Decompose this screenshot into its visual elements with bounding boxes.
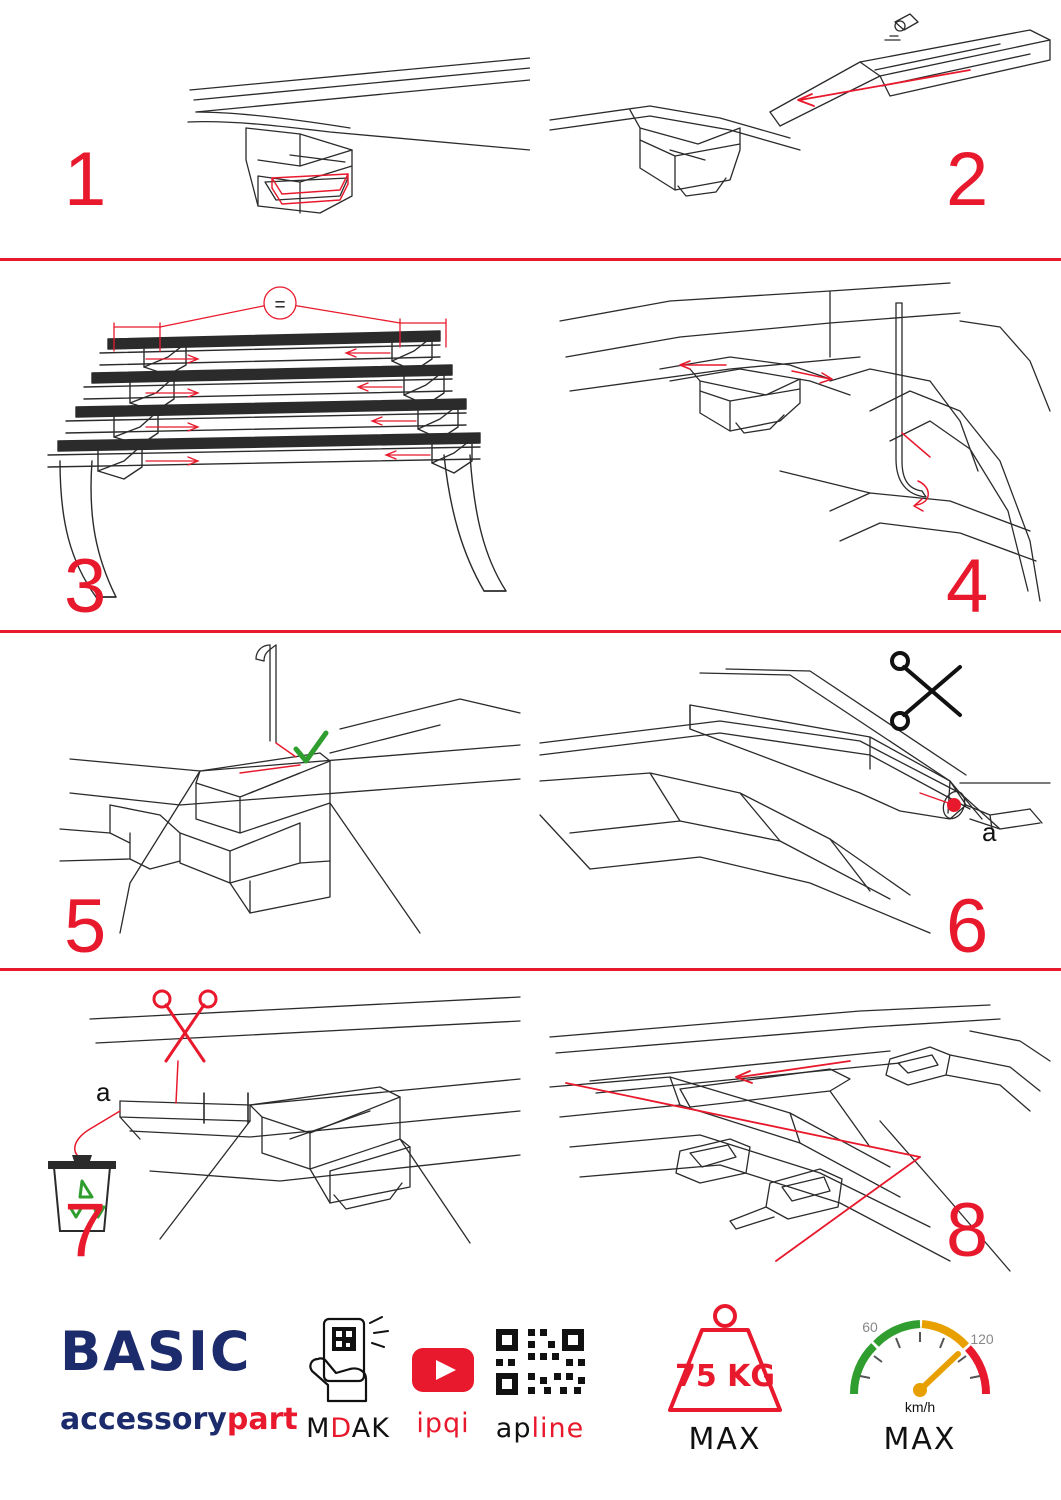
max-weight-block bbox=[640, 1302, 810, 1457]
step-panel-2 bbox=[530, 0, 1061, 258]
step-panel-3 bbox=[0, 261, 530, 630]
step-panel-7 bbox=[0, 971, 530, 1290]
step-panel-6 bbox=[530, 633, 1061, 968]
youtube-play-icon bbox=[398, 1340, 488, 1402]
brand-subtitle bbox=[60, 1402, 298, 1437]
step-number-8: 8 bbox=[946, 1188, 988, 1273]
max-weight-caption: MAX bbox=[688, 1422, 762, 1457]
step-number-3: 3 bbox=[64, 544, 106, 629]
step-number-4: 4 bbox=[946, 544, 988, 629]
check-mark-icon bbox=[296, 733, 326, 761]
logo-ipqi-caption: ipqi bbox=[416, 1408, 470, 1439]
speed-tick-low: 60 bbox=[862, 1319, 878, 1335]
logo-mdak[interactable] bbox=[288, 1315, 408, 1444]
scissors-icon bbox=[892, 653, 960, 729]
step-panel-4 bbox=[530, 261, 1061, 630]
step-number-2: 2 bbox=[946, 137, 988, 222]
step-number-7: 7 bbox=[64, 1188, 106, 1273]
apline-left: ap bbox=[495, 1413, 532, 1444]
logo-apline[interactable] bbox=[478, 1315, 602, 1444]
mdak-left: M bbox=[306, 1413, 331, 1444]
qr-code-icon bbox=[478, 1315, 602, 1407]
step-panel-8 bbox=[530, 971, 1061, 1290]
part-label-a-step7: a bbox=[96, 1077, 111, 1107]
brand-name: BASIC bbox=[60, 1320, 252, 1383]
step-number-5: 5 bbox=[64, 884, 106, 968]
weight-icon bbox=[640, 1302, 810, 1420]
brand-subtitle-right: part bbox=[226, 1402, 298, 1437]
step-number-6: 6 bbox=[946, 884, 988, 968]
step-panel-1 bbox=[0, 0, 530, 258]
speed-tick-high: 120 bbox=[970, 1331, 994, 1347]
mdak-right: K bbox=[371, 1413, 390, 1444]
footer-branding-bar bbox=[0, 1290, 1061, 1500]
max-speed-caption: MAX bbox=[883, 1422, 957, 1457]
logo-ipqi[interactable] bbox=[398, 1340, 488, 1439]
logo-apline-caption bbox=[478, 1413, 602, 1444]
max-speed-block bbox=[830, 1298, 1010, 1457]
brand-subtitle-left: accessory bbox=[60, 1402, 227, 1437]
hand-holding-phone-qr-icon bbox=[288, 1315, 408, 1407]
step-number-1: 1 bbox=[64, 137, 106, 222]
logo-mdak-caption: MDAK bbox=[306, 1413, 390, 1444]
speedometer-icon bbox=[830, 1298, 1010, 1420]
equal-marker: = bbox=[274, 295, 286, 316]
step-panel-5 bbox=[0, 633, 530, 968]
part-label-a-step6: a bbox=[982, 817, 997, 847]
apline-right: line bbox=[531, 1413, 585, 1444]
mdak-mid: D bbox=[330, 1413, 352, 1444]
scissors-icon-step7 bbox=[154, 991, 216, 1061]
speed-unit: km/h bbox=[904, 1399, 936, 1415]
weight-value: 75 KG bbox=[674, 1359, 776, 1394]
